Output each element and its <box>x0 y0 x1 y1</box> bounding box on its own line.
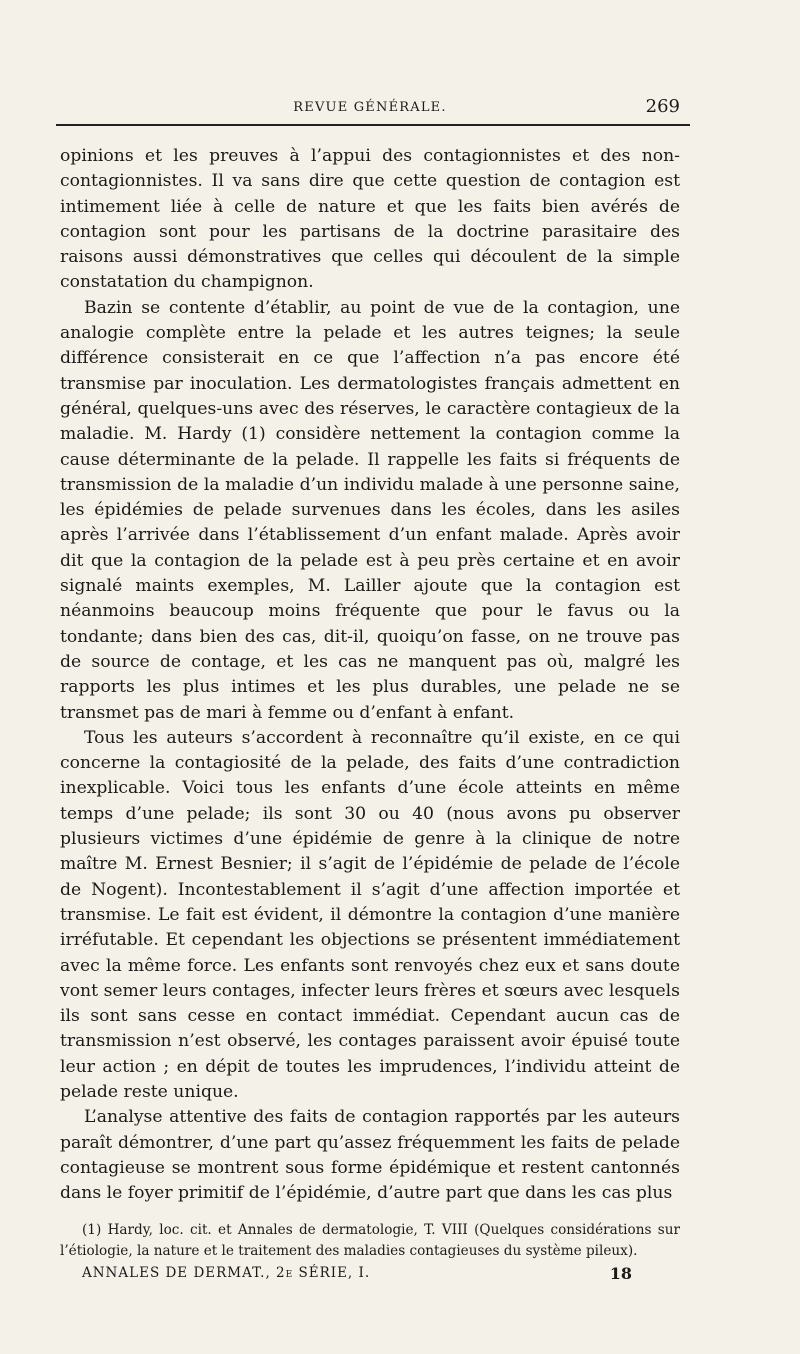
book-page <box>60 96 680 1287</box>
paragraph-4: L’analyse attentive des faits de contagion rapportés par les auteurs paraît démontrer, d’une part qu’assez fréquemment les faits de pelade contagieuse se montrent sous forme épidémique et restent cantonnés dans le foyer primitif de l’épidémie, d’autre part que dans les cas plus <box>60 1107 680 1204</box>
footnote: (1) Hardy, loc. cit. et Annales de dermatologie, T. VIII (Quelques considérations sur l’étiologie, la nature et le traitement des maladies contagieuses du système pileux). <box>60 1222 680 1260</box>
page-number: 269 <box>645 96 680 117</box>
running-title: REVUE GÉNÉRALE. <box>293 100 447 115</box>
paragraph-1: opinions et les preuves à l’appui des contagionnistes et des non-contagionnistes. Il va sans dire que cette question de contagion est intimement liée à celle de nature et que les faits bien avérés de contagion sont pour les partisans de la doctrine parasitaire des raisons aussi démonstratives que celles qui découlent de la simple constatation du champignon. <box>60 146 680 293</box>
header-rule <box>56 124 690 126</box>
paragraph-3: Tous les auteurs s’accordent à reconnaître qu’il existe, en ce qui concerne la contagiosité de la pelade, des faits d’une contradiction inexplicable. Voici tous les enfants d’une école atteints en même temps d’une pelade; ils sont 30 ou 40 (nous avons pu observer plusieurs victimes d’une épidémie de genre à la clinique de notre maître M. Ernest Besnier; il s’agit de l’épidémie de pelade de l’école de Nogent). Incontestablement il s’agit d’une affection importée et transmise. Le fait est évident, il démontre la contagion d’une manière irréfutable. Et cependant les objections se présentent immédiatement avec la même force. Les enfants sont renvoyés chez eux et sans doute vont semer leurs contages, infecter leurs frères et sœurs avec lesquels ils sont sans cesse en contact immédiat. Cependant aucun cas de transmission n’est observé, les contages paraissent avoir épuisé toute leur action ; en dépit de toutes les imprudences, l’individu atteint de pelade reste unique. <box>60 727 680 1102</box>
printer-signature <box>60 1265 680 1287</box>
signature-number: 18 <box>609 1264 632 1284</box>
paragraph-2: Bazin se contente d’établir, au point de vue de la contagion, une analogie complète entre la pelade et les autres teignes; la seule différence consisterait en ce que l’affection n’a pas encore été transmise par inoculation. Les dermatologistes français admettent en général, quelques-uns avec des réserves, le caractère contagieux de la maladie. M. Hardy (1) considère nettement la contagion comme la cause déterminante de la pelade. Il rappelle les faits si fréquents de transmission de la maladie d’un individu malade à une personne saine, les épidémies de pelade survenues dans les écoles, dans les asiles après l’arrivée dans l’établissement d’un enfant malade. Après avoir dit que la contagion de la pelade est à peu près certaine et en avoir signalé maints exemples, M. Lailler ajoute que la contagion est néanmoins beaucoup moins fréquente que pour le favus ou la tondante; dans bien des cas, dit-il, quoiqu’on fasse, on ne trouve pas de source de contage, et les cas ne manquent pas où, malgré les rapports les plus intimes et les plus durables, une pelade ne se transmet pas de mari à femme ou d’enfant à enfant. <box>60 297 680 723</box>
body-text <box>60 144 680 1206</box>
signature-mark: ANNALES DE DERMAT., 2e SÉRIE, I. <box>82 1265 371 1282</box>
running-head <box>60 96 680 124</box>
